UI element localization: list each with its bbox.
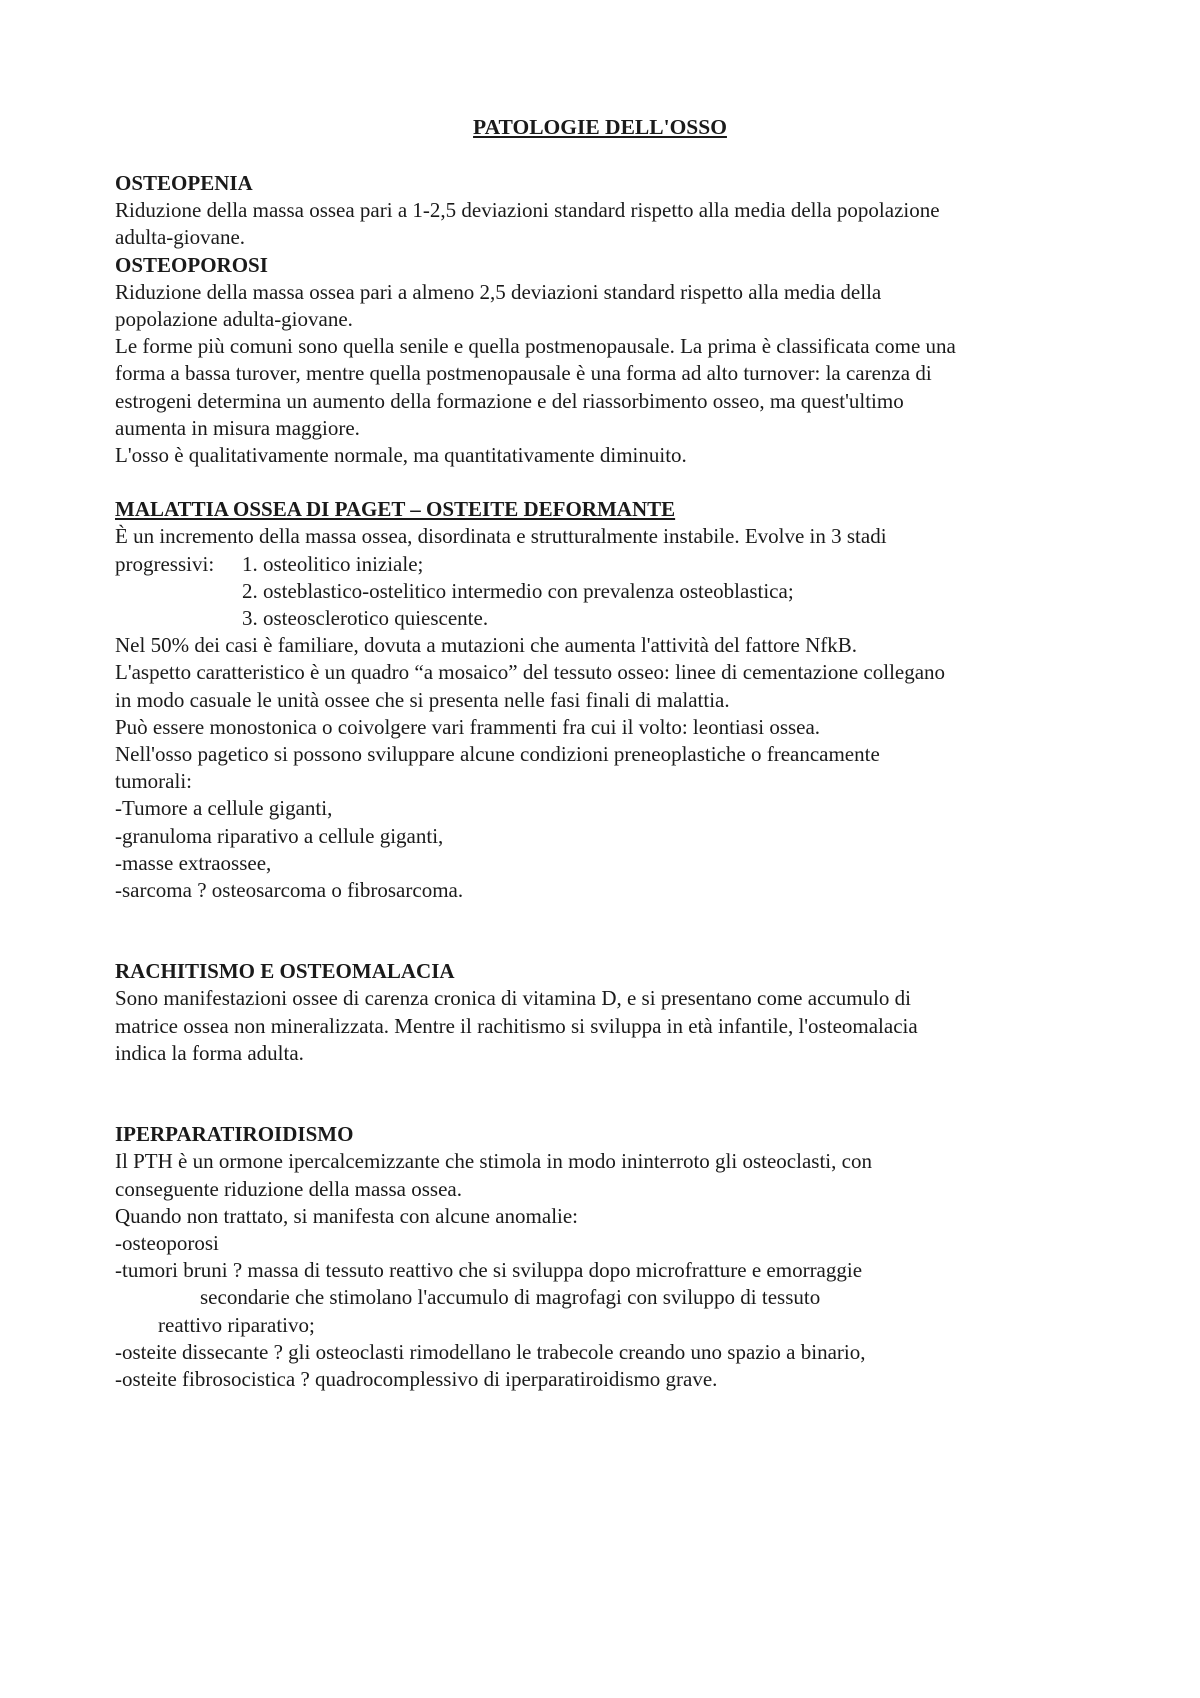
paragraph-line: Nel 50% dei casi è familiare, dovuta a mutazioni che aumenta l'attività del fattore NfkB.: [115, 633, 858, 658]
document-title: PATOLOGIE DELL'OSSO: [473, 115, 727, 139]
paragraph-line: Le forme più comuni sono quella senile e quella postmenopausale. La prima è classificata come una: [115, 334, 956, 359]
stage-list: [115, 551, 1105, 578]
heading-osteoporosi: OSTEOPOROSI: [115, 252, 268, 277]
paragraph-line: È un incremento della massa ossea, disordinata e strutturalmente instabile. Evolve in 3 stadi: [115, 524, 887, 549]
paragraph-line: Può essere monostonica o coivolgere vari frammenti fra cui il volto: leontiasi ossea.: [115, 714, 821, 739]
list-item: -sarcoma ? osteosarcoma o fibrosarcoma.: [115, 878, 464, 903]
list-item: -osteite fibrosocistica ? quadrocomplessivo di iperparatiroidismo grave.: [115, 1366, 718, 1391]
stage-item: 3. osteosclerotico quiescente.: [242, 606, 489, 631]
paragraph-line: tumorali:: [115, 769, 192, 794]
paragraph-line: Quando non trattato, si manifesta con alcune anomalie:: [115, 1203, 579, 1228]
paragraph-line: Riduzione della massa ossea pari a 1-2,5 deviazioni standard rispetto alla media della popolazione: [115, 198, 940, 223]
paragraph-line: Nell'osso pagetico si possono sviluppare alcune condizioni preneoplastiche o freancamente: [115, 742, 880, 767]
paragraph-line: matrice ossea non mineralizzata. Mentre il rachitismo si sviluppa in età infantile, l'osteomalacia: [115, 1013, 918, 1038]
paragraph-line: conseguente riduzione della massa ossea.: [115, 1176, 462, 1201]
list-item-continuation: reattivo riparativo;: [158, 1312, 315, 1337]
paragraph-line: indica la forma adulta.: [115, 1040, 304, 1065]
heading-paget: MALATTIA OSSEA DI PAGET – OSTEITE DEFORMANTE: [115, 497, 676, 522]
heading-osteopenia: OSTEOPENIA: [115, 171, 253, 195]
list-item: -Tumore a cellule giganti,: [115, 796, 333, 821]
list-item-continuation: secondarie che stimolano l'accumulo di magrofagi con sviluppo di tessuto: [200, 1285, 821, 1310]
heading-iperparatiroidismo: IPERPARATIROIDISMO: [115, 1122, 354, 1147]
stages-label: progressivi:: [115, 551, 215, 576]
paragraph-line: L'osso è qualitativamente normale, ma quantitativamente diminuito.: [115, 443, 687, 468]
list-item: -masse extraossee,: [115, 850, 272, 875]
list-item: -granuloma riparativo a cellule giganti,: [115, 823, 444, 848]
stage-item: 1. osteolitico iniziale;: [242, 551, 424, 576]
paragraph-line: popolazione adulta-giovane.: [115, 307, 353, 332]
paragraph-line: Sono manifestazioni ossee di carenza cronica di vitamina D, e si presentano come accumulo di: [115, 986, 911, 1011]
list-item: -osteite dissecante ? gli osteoclasti rimodellano le trabecole creando uno spazio a binario,: [115, 1339, 866, 1364]
paragraph-line: adulta-giovane.: [115, 225, 246, 250]
list-item: -tumori bruni ? massa di tessuto reattivo che si sviluppa dopo microfratture e emorraggie: [115, 1258, 863, 1283]
paragraph-line: forma a bassa turover, mentre quella postmenopausale è una forma ad alto turnover: la carenza di: [115, 361, 932, 386]
paragraph-line: Riduzione della massa ossea pari a almeno 2,5 deviazioni standard rispetto alla media della: [115, 279, 882, 304]
document-body: [115, 170, 1105, 1393]
heading-rachitismo: RACHITISMO E OSTEOMALACIA: [115, 959, 455, 984]
paragraph-line: L'aspetto caratteristico è un quadro “a mosaico” del tessuto osseo: linee di cementazione collegano: [115, 660, 946, 685]
list-item: -osteoporosi: [115, 1230, 219, 1255]
paragraph-line: in modo casuale le unità ossee che si presenta nelle fasi finali di malattia.: [115, 687, 730, 712]
stage-item: 2. osteblastico-ostelitico intermedio con prevalenza osteoblastica;: [242, 578, 794, 603]
paragraph-line: aumenta in misura maggiore.: [115, 415, 360, 440]
paragraph-line: estrogeni determina un aumento della formazione e del riassorbimento osseo, ma quest'ultimo: [115, 388, 904, 413]
paragraph-line: Il PTH è un ormone ipercalcemizzante che stimola in modo ininterroto gli osteoclasti, con: [115, 1149, 872, 1174]
